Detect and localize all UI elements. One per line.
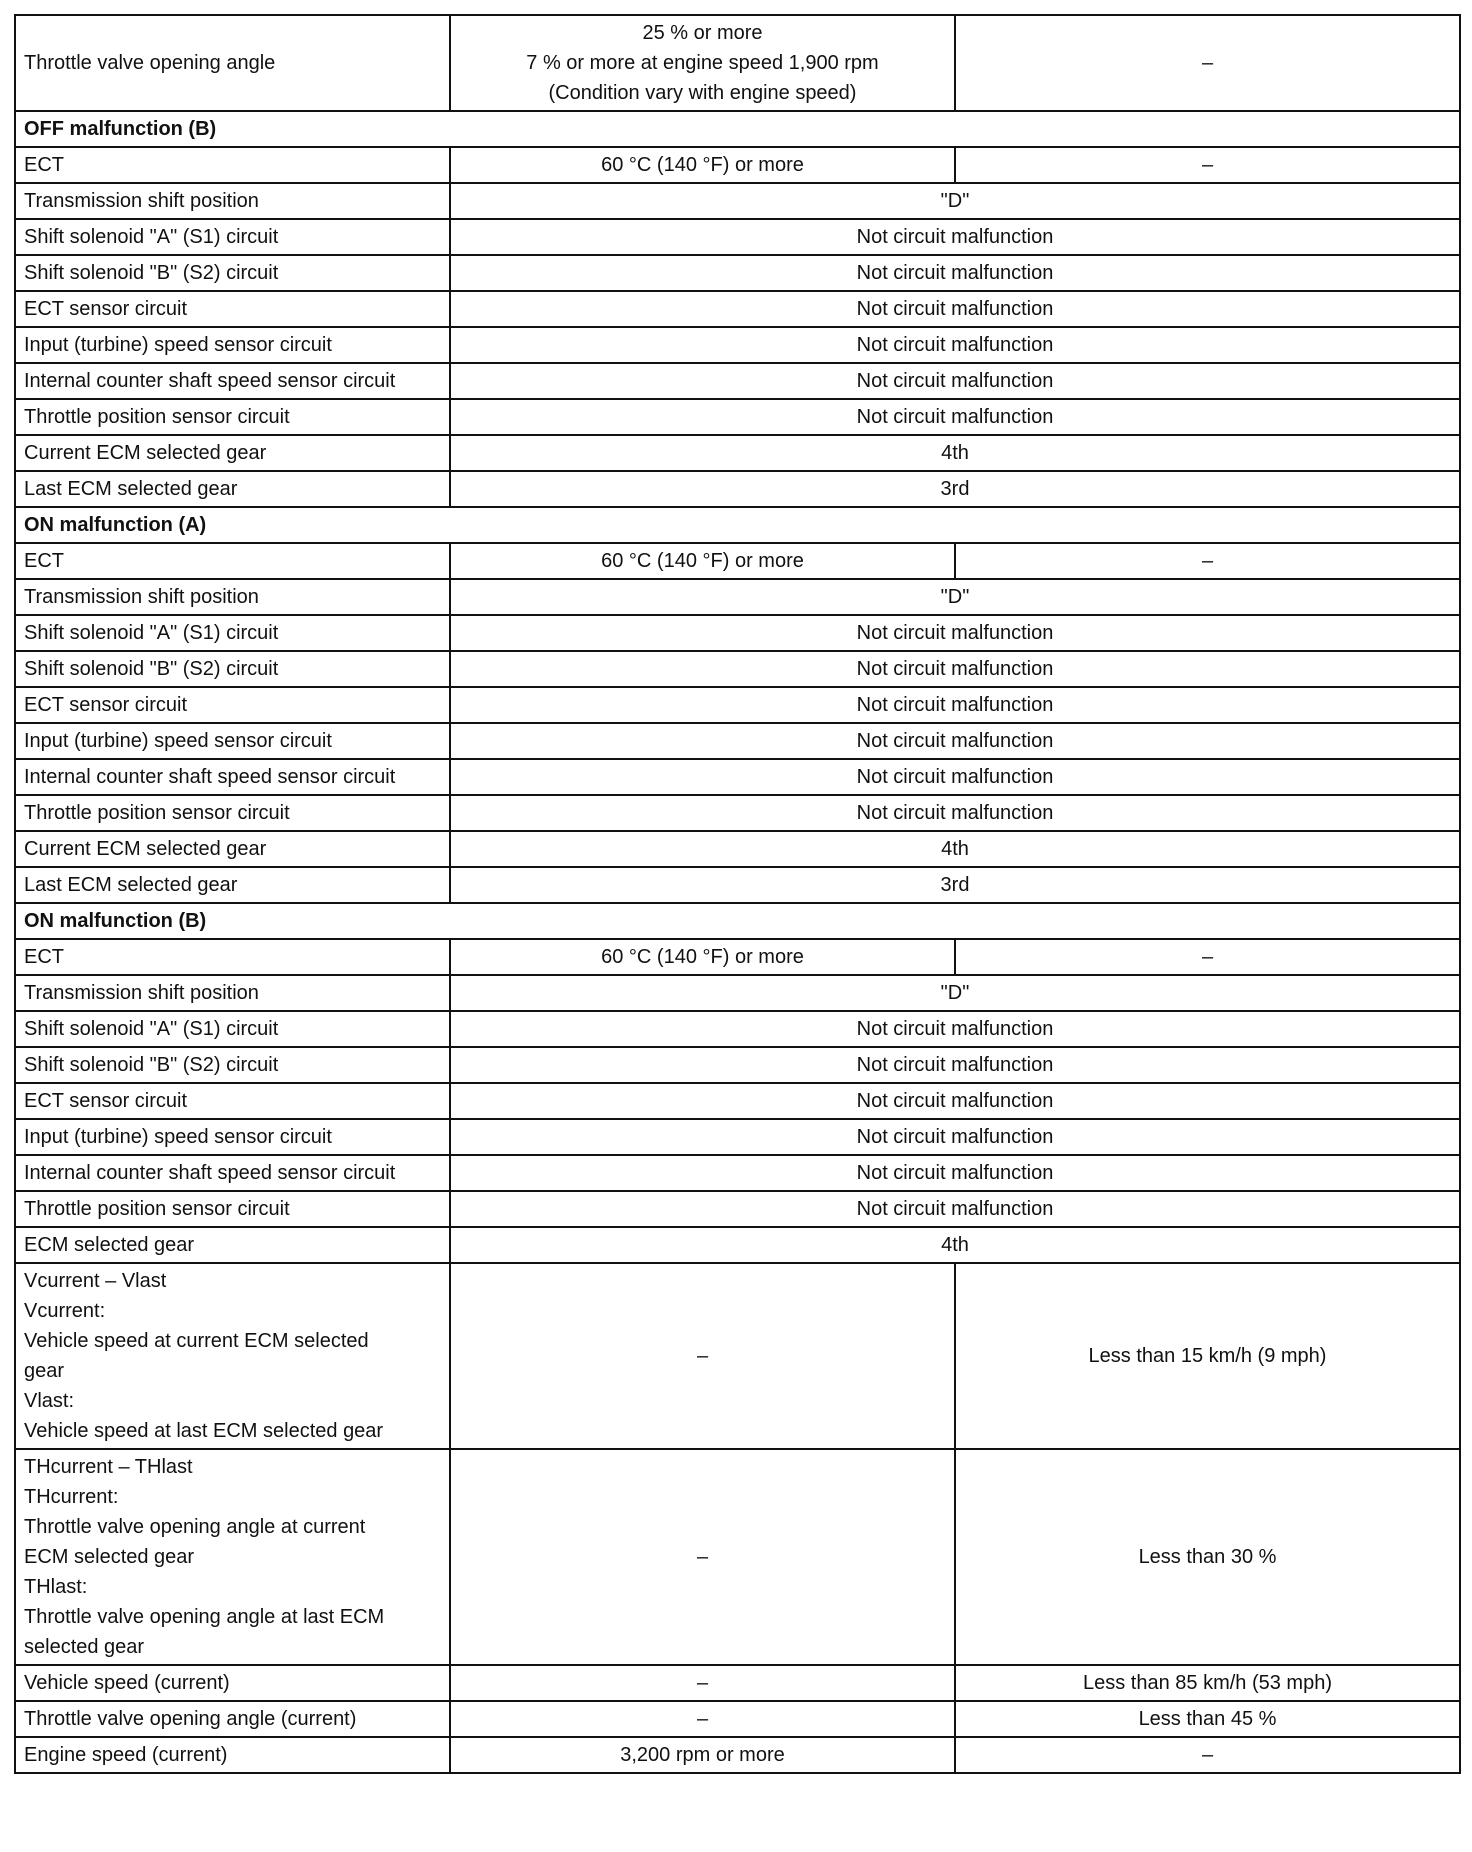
condition-value: 4th	[450, 1227, 1460, 1263]
condition-value-a	[450, 15, 955, 111]
item-label	[15, 795, 450, 831]
spec-table-body	[15, 15, 1460, 1773]
cell-line: THcurrent:	[24, 1486, 119, 1508]
condition-value-b	[955, 147, 1460, 183]
item-label	[15, 939, 450, 975]
condition-value: Not circuit malfunction	[450, 687, 1460, 723]
cell-line: ECT	[24, 946, 64, 968]
item-label	[15, 363, 450, 399]
item-label	[15, 1155, 450, 1191]
cell-line: Vehicle speed (current)	[24, 1672, 230, 1694]
table-row	[15, 15, 1460, 111]
condition-value: Not circuit malfunction	[450, 615, 1460, 651]
table-row	[15, 939, 1460, 975]
table-row	[15, 147, 1460, 183]
cell-line: Throttle valve opening angle at current	[24, 1516, 366, 1538]
cell-line: 60 °C (140 °F) or more	[601, 946, 804, 968]
cell-line: Shift solenoid "B" (S2) circuit	[24, 262, 279, 284]
cell-line: (Condition vary with engine speed)	[548, 82, 857, 104]
item-label	[15, 435, 450, 471]
cell-line: THlast:	[24, 1576, 88, 1598]
cell-line: Input (turbine) speed sensor circuit	[24, 730, 332, 752]
cell-line: Throttle position sensor circuit	[24, 1198, 290, 1220]
table-row	[15, 579, 1460, 615]
table-row	[15, 327, 1460, 363]
cell-line: Shift solenoid "A" (S1) circuit	[24, 1018, 279, 1040]
table-row	[15, 1047, 1460, 1083]
cell-line: Shift solenoid "A" (S1) circuit	[24, 226, 279, 248]
table-row	[15, 687, 1460, 723]
table-row	[15, 1449, 1460, 1665]
section-row	[15, 903, 1460, 939]
section-heading: ON malfunction (B)	[15, 903, 1460, 939]
item-label	[15, 1011, 450, 1047]
table-row	[15, 1263, 1460, 1449]
cell-line: Vehicle speed at last ECM selected gear	[24, 1420, 384, 1442]
condition-value: 4th	[450, 831, 1460, 867]
condition-value: Not circuit malfunction	[450, 1155, 1460, 1191]
condition-value: Not circuit malfunction	[450, 651, 1460, 687]
item-label	[15, 1737, 450, 1773]
table-row	[15, 1227, 1460, 1263]
condition-value: Not circuit malfunction	[450, 795, 1460, 831]
table-row	[15, 795, 1460, 831]
cell-line: Shift solenoid "B" (S2) circuit	[24, 658, 279, 680]
condition-value: Not circuit malfunction	[450, 723, 1460, 759]
table-row	[15, 1191, 1460, 1227]
item-label	[15, 723, 450, 759]
condition-value: Not circuit malfunction	[450, 219, 1460, 255]
table-row	[15, 867, 1460, 903]
condition-value-a	[450, 1263, 955, 1449]
condition-value: Not circuit malfunction	[450, 327, 1460, 363]
cell-line: THcurrent – THlast	[24, 1456, 193, 1478]
condition-value: Not circuit malfunction	[450, 1083, 1460, 1119]
table-row	[15, 435, 1460, 471]
item-label	[15, 615, 450, 651]
cell-line: Internal counter shaft speed sensor circuit	[24, 766, 396, 788]
table-row	[15, 615, 1460, 651]
item-label	[15, 1191, 450, 1227]
cell-line: 25 % or more	[642, 22, 763, 44]
condition-value: 3rd	[450, 471, 1460, 507]
item-label	[15, 867, 450, 903]
item-label	[15, 543, 450, 579]
condition-value-a	[450, 1449, 955, 1665]
cell-line: ECM selected gear	[24, 1234, 195, 1256]
table-row	[15, 291, 1460, 327]
condition-value: "D"	[450, 183, 1460, 219]
table-row	[15, 1701, 1460, 1737]
item-label	[15, 219, 450, 255]
condition-value: Not circuit malfunction	[450, 363, 1460, 399]
cell-line: Input (turbine) speed sensor circuit	[24, 334, 332, 356]
item-label	[15, 147, 450, 183]
cell-line: –	[1201, 550, 1214, 572]
item-label	[15, 1665, 450, 1701]
cell-line: ECM selected gear	[24, 1546, 195, 1568]
item-label	[15, 975, 450, 1011]
cell-line: Less than 30 %	[1138, 1546, 1277, 1568]
item-label	[15, 651, 450, 687]
condition-value: Not circuit malfunction	[450, 1047, 1460, 1083]
cell-line: –	[696, 1672, 709, 1694]
item-label	[15, 1083, 450, 1119]
table-row	[15, 831, 1460, 867]
table-row	[15, 1011, 1460, 1047]
item-label	[15, 1119, 450, 1155]
cell-line: Transmission shift position	[24, 982, 259, 1004]
cell-line: selected gear	[24, 1636, 145, 1658]
item-label	[15, 291, 450, 327]
cell-line: –	[1201, 946, 1214, 968]
cell-line: –	[696, 1345, 709, 1367]
table-row	[15, 255, 1460, 291]
item-label	[15, 471, 450, 507]
cell-line: Last ECM selected gear	[24, 874, 238, 896]
cell-line: Vcurrent – Vlast	[24, 1270, 167, 1292]
cell-line: –	[1201, 154, 1214, 176]
cell-line: Vcurrent:	[24, 1300, 106, 1322]
item-label	[15, 687, 450, 723]
condition-value: "D"	[450, 975, 1460, 1011]
table-row	[15, 363, 1460, 399]
condition-value-a	[450, 147, 955, 183]
condition-value-b	[955, 1449, 1460, 1665]
cell-line: Last ECM selected gear	[24, 478, 238, 500]
section-row	[15, 111, 1460, 147]
section-heading: OFF malfunction (B)	[15, 111, 1460, 147]
cell-line: Less than 15 km/h (9 mph)	[1088, 1345, 1327, 1367]
cell-line: Shift solenoid "A" (S1) circuit	[24, 622, 279, 644]
item-label	[15, 183, 450, 219]
condition-value: "D"	[450, 579, 1460, 615]
item-label	[15, 15, 450, 111]
condition-value-a	[450, 543, 955, 579]
table-row	[15, 183, 1460, 219]
cell-line: ECT sensor circuit	[24, 1090, 188, 1112]
cell-line: Vlast:	[24, 1390, 75, 1412]
item-label	[15, 1227, 450, 1263]
cell-line: –	[696, 1546, 709, 1568]
item-label	[15, 579, 450, 615]
table-row	[15, 543, 1460, 579]
table-row	[15, 399, 1460, 435]
table-row	[15, 975, 1460, 1011]
cell-line: –	[696, 1708, 709, 1730]
table-row	[15, 1737, 1460, 1773]
cell-line: 60 °C (140 °F) or more	[601, 154, 804, 176]
cell-line: Throttle valve opening angle (current)	[24, 1708, 357, 1730]
condition-value-b	[955, 15, 1460, 111]
item-label	[15, 327, 450, 363]
item-label	[15, 1047, 450, 1083]
condition-value: Not circuit malfunction	[450, 255, 1460, 291]
cell-line: Engine speed (current)	[24, 1744, 228, 1766]
cell-line: 7 % or more at engine speed 1,900 rpm	[526, 52, 879, 74]
cell-line: Current ECM selected gear	[24, 838, 267, 860]
cell-line: Internal counter shaft speed sensor circuit	[24, 370, 396, 392]
condition-value-a	[450, 939, 955, 975]
cell-line: Throttle valve opening angle at last ECM	[24, 1606, 385, 1628]
condition-value-b	[955, 1737, 1460, 1773]
table-row	[15, 1083, 1460, 1119]
condition-value-b	[955, 1701, 1460, 1737]
condition-value: Not circuit malfunction	[450, 1011, 1460, 1047]
item-label	[15, 1701, 450, 1737]
table-row	[15, 1119, 1460, 1155]
table-row	[15, 219, 1460, 255]
cell-line: ECT	[24, 550, 64, 572]
section-heading: ON malfunction (A)	[15, 507, 1460, 543]
section-row	[15, 507, 1460, 543]
cell-line: Transmission shift position	[24, 190, 259, 212]
item-label	[15, 1449, 450, 1665]
cell-line: Less than 85 km/h (53 mph)	[1082, 1672, 1332, 1694]
cell-line: ECT sensor circuit	[24, 298, 188, 320]
condition-value: Not circuit malfunction	[450, 291, 1460, 327]
table-row	[15, 651, 1460, 687]
cell-line: 60 °C (140 °F) or more	[601, 550, 804, 572]
cell-line: Transmission shift position	[24, 586, 259, 608]
table-row	[15, 471, 1460, 507]
spec-table	[14, 14, 1461, 1774]
condition-value-a	[450, 1665, 955, 1701]
cell-line: Throttle valve opening angle	[24, 52, 276, 74]
condition-value-a	[450, 1701, 955, 1737]
condition-value: Not circuit malfunction	[450, 1119, 1460, 1155]
cell-line: Throttle position sensor circuit	[24, 802, 290, 824]
condition-value: Not circuit malfunction	[450, 399, 1460, 435]
cell-line: ECT	[24, 154, 64, 176]
cell-line: Vehicle speed at current ECM selected	[24, 1330, 369, 1352]
condition-value: Not circuit malfunction	[450, 759, 1460, 795]
cell-line: ECT sensor circuit	[24, 694, 188, 716]
cell-line: 3,200 rpm or more	[620, 1744, 785, 1766]
condition-value: 3rd	[450, 867, 1460, 903]
condition-value-b	[955, 1665, 1460, 1701]
table-row	[15, 1155, 1460, 1191]
table-row	[15, 723, 1460, 759]
condition-value-b	[955, 939, 1460, 975]
condition-value-a	[450, 1737, 955, 1773]
item-label	[15, 255, 450, 291]
cell-line: gear	[24, 1360, 65, 1382]
table-row	[15, 759, 1460, 795]
condition-value-b	[955, 543, 1460, 579]
cell-line: –	[1201, 1744, 1214, 1766]
item-label	[15, 1263, 450, 1449]
item-label	[15, 399, 450, 435]
item-label	[15, 759, 450, 795]
condition-value-b	[955, 1263, 1460, 1449]
condition-value: Not circuit malfunction	[450, 1191, 1460, 1227]
condition-value: 4th	[450, 435, 1460, 471]
table-row	[15, 1665, 1460, 1701]
cell-line: Input (turbine) speed sensor circuit	[24, 1126, 332, 1148]
cell-line: Internal counter shaft speed sensor circuit	[24, 1162, 396, 1184]
cell-line: Current ECM selected gear	[24, 442, 267, 464]
item-label	[15, 831, 450, 867]
cell-line: Shift solenoid "B" (S2) circuit	[24, 1054, 279, 1076]
cell-line: Less than 45 %	[1138, 1708, 1277, 1730]
cell-line: Throttle position sensor circuit	[24, 406, 290, 428]
cell-line: –	[1201, 52, 1214, 74]
